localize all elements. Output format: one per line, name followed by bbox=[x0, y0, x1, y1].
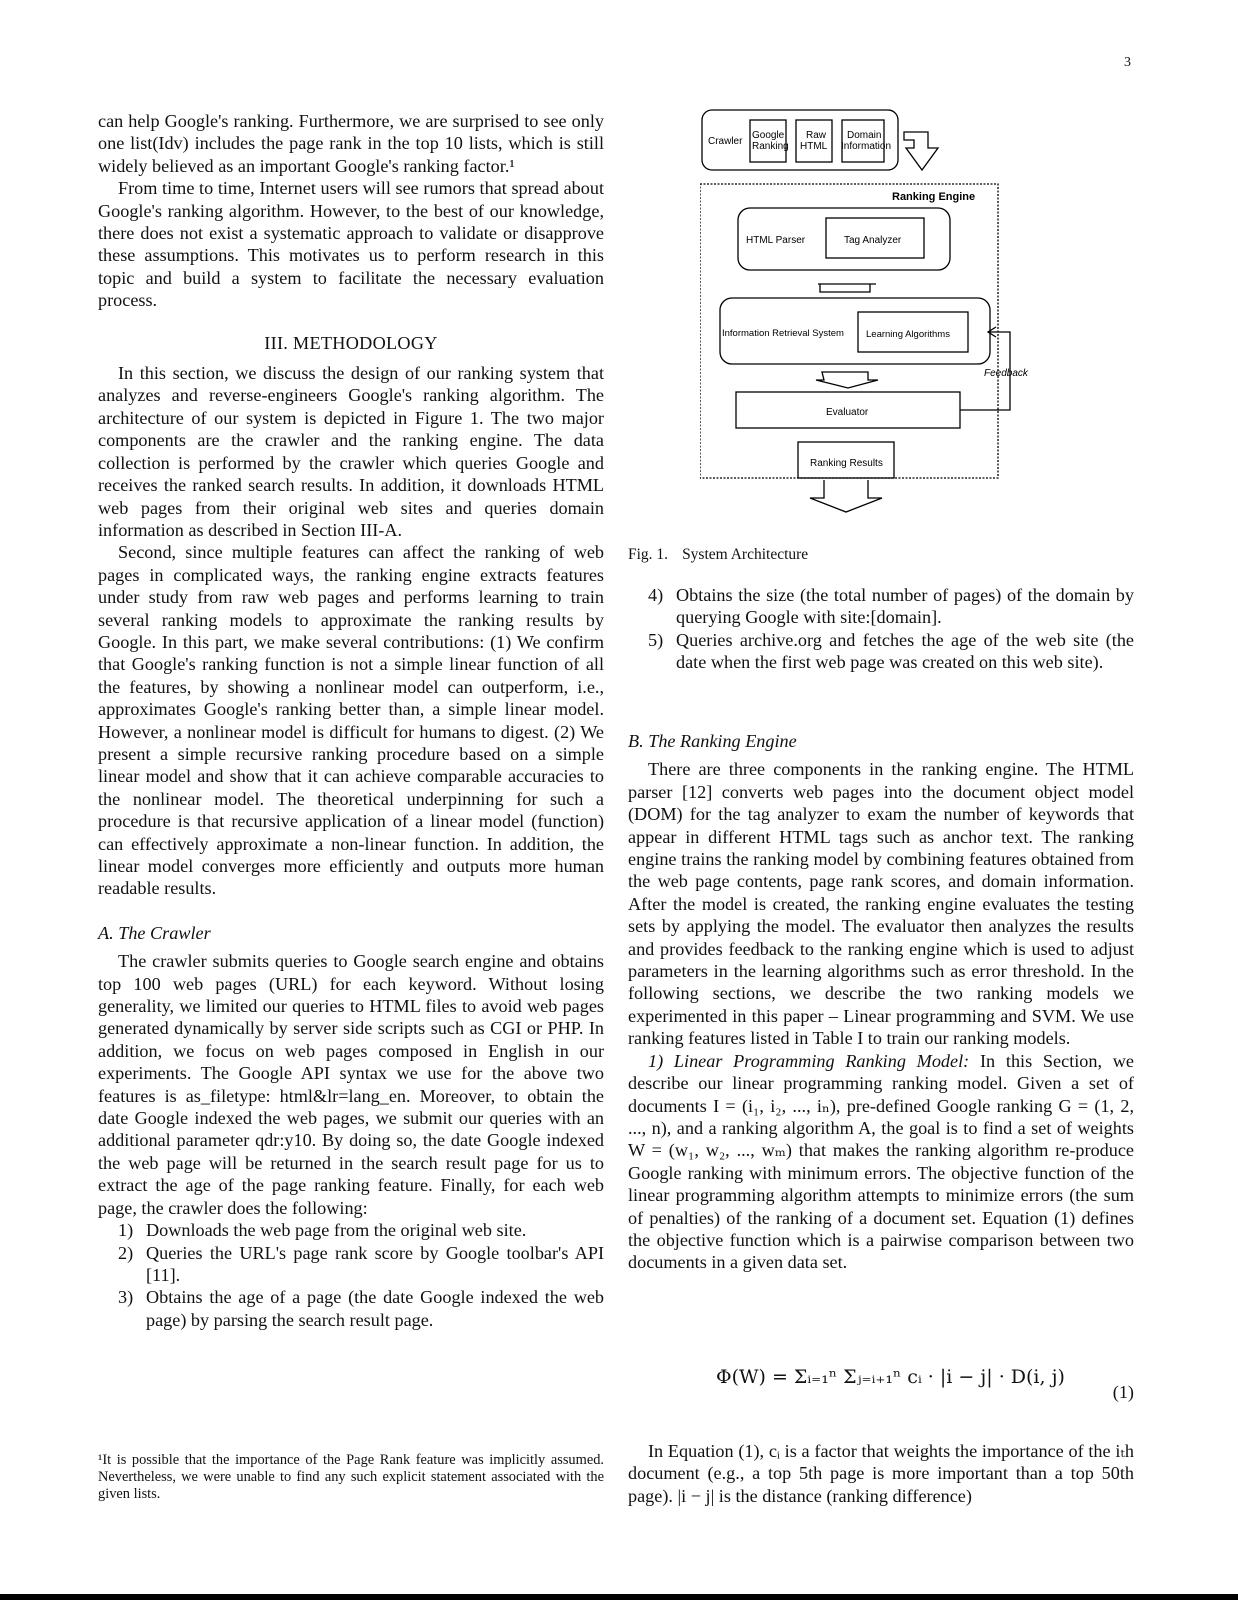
paragraph: 1) Linear Programming Ranking Model: In this Section, we describe our linear programming ranking model. Given a set of documents I = (i₁, i₂, ..., iₙ), pre-defined Google ranking G = (1, 2, ..., n), and a ranking algorithm A, the goal is to find a set of weights W = (w₁, w₂, ..., wₘ) that makes the ranking algorithm re-produce Google ranking with minimum errors. The objective function of the linear programming algorithm attempts to minimize errors (the sum of penalties) of the ranking of a document set. Equation (1) defines the objective function which is a pairwise comparison between two documents in a given data set. bbox=[628, 1050, 1134, 1273]
crawler-steps-list bbox=[98, 1219, 604, 1331]
final-output-arrow bbox=[810, 480, 882, 512]
paragraph-lead: 1) Linear Programming Ranking Model: bbox=[648, 1050, 970, 1071]
raw-html-label-1: Raw bbox=[806, 130, 827, 141]
html-parser-label: HTML Parser bbox=[746, 235, 806, 246]
raw-html-label-2: HTML bbox=[800, 141, 828, 152]
output-arrow bbox=[904, 132, 938, 170]
google-ranking-label-2: Ranking bbox=[752, 141, 789, 152]
down-arrow bbox=[816, 372, 878, 388]
subsection-heading: A. The Crawler bbox=[98, 922, 211, 943]
paragraph: Second, since multiple features can affect the ranking of web pages in complicated ways, the ranking engine extracts features under study from raw web pages and performs learning to train several ranking models to approximate the ranking results by Google. In this part, we make several contributions: (1) We confirm that Google's ranking function is not a simple linear function of all the features, by showing a nonlinear model can outperform, i.e., approximates Google's ranking better than, a simple linear model. However, a nonlinear model is difficult for humans to digest. (2) We present a simple recursive ranking procedure based on a simple linear model and show that it can achieve comparable accuracies to the nonlinear model. The theoretical underpinning for such a procedure is that recursive application of a linear model (function) can effectively approximate a non-linear function. In addition, the linear model converges more efficiently and outputs more human readable results. bbox=[98, 542, 604, 899]
system-architecture-diagram bbox=[700, 108, 1060, 528]
paragraph: The crawler submits queries to Google search engine and obtains top 100 web pages (URL) for each keyword. Without losing generality, we limited our queries to HTML files to avoid web pages generated dynamically by server side scripts such as CGI or PHP. In addition, we focus on web pages composed in English in our experiments. The Google API syntax we use for the above two features is as_filetype: html&lr=lang_en. Moreover, to obtain the date Google indexed the web pages, we submit our queries with an additional parameter qdr:y10. By doing so, the date Google indexed the web page will be returned in the search result page for us to extract the age of the page ranking feature. Finally, for each web page, the crawler does the following: bbox=[98, 951, 604, 1218]
google-ranking-label-1: Google bbox=[752, 130, 785, 141]
figure-caption bbox=[628, 546, 808, 564]
ranking-engine-label: Ranking Engine bbox=[892, 191, 976, 203]
paragraph: There are three components in the ranking engine. The HTML parser [12] converts web pages into the document object model (DOM) for the tag analyzer to exam the number of keywords that appear in different HTML tags such as anchor text. The ranking engine trains the ranking model by combining features obtained from the web page contents, page rank scores, and domain information. After the model is created, the ranking engine evaluates the testing sets by applying the model. The evaluator then analyzes the results and provides feedback to the ranking engine which is used to adjust parameters in the learning algorithms such as error threshold. In the following sections, we describe the two ranking models we experimented in this paper – Linear programming and SVM. We use ranking features listed in Table I to train our ranking models. bbox=[628, 759, 1134, 1049]
list-item: 1) Downloads the web page from the original web site. bbox=[118, 1220, 527, 1241]
paragraph: In Equation (1), cᵢ is a factor that weights the importance of the iₜh document (e.g., a top 5th page is more important than a top 50th page). |i − j| is the distance (ranking difference) bbox=[628, 1441, 1134, 1506]
tag-analyzer-label: Tag Analyzer bbox=[844, 235, 902, 246]
list-item: 5) Queries archive.org and fetches the age of the web site (the date when the first web page was created on this web site). bbox=[648, 629, 1134, 673]
domain-info-label-1: Domain bbox=[847, 130, 882, 141]
figure-label: Fig. 1. bbox=[628, 546, 669, 563]
equation-1 bbox=[628, 1366, 1134, 1426]
right-column-list bbox=[628, 584, 1134, 674]
ir-system-label: Information Retrieval System bbox=[722, 328, 844, 339]
feedback-label: Feedback bbox=[984, 368, 1028, 379]
domain-info-label-2: Information bbox=[841, 141, 892, 152]
learning-algorithms-label: Learning Algorithms bbox=[866, 329, 950, 340]
crawler-label: Crawler bbox=[708, 136, 743, 147]
footnote: ¹It is possible that the importance of the Page Rank feature was implicitly assumed. Nevertheless, we were unable to find any such explicit statement associated with the given lists. bbox=[98, 1452, 604, 1502]
evaluator-label: Evaluator bbox=[826, 407, 869, 418]
left-column bbox=[98, 110, 604, 1331]
paragraph: In this section, we discuss the design of our ranking system that analyzes and reverse-engineers Google's ranking algorithm. The architecture of our system is depicted in Figure 1. The two major components are the crawler and the ranking engine. The data collection is performed by the crawler which queries Google and receives the ranked search results. In addition, it downloads HTML web pages from their original web sites and queries domain information as described in Section III-A. bbox=[98, 363, 604, 540]
figure-title: System Architecture bbox=[682, 546, 809, 563]
list-item: 3) Obtains the age of a page (the date Google indexed the web page) by parsing the search result page. bbox=[118, 1287, 604, 1330]
page-bottom-border bbox=[0, 1594, 1238, 1600]
right-column bbox=[628, 730, 1134, 1274]
page-number: 3 bbox=[1124, 55, 1131, 70]
list-item: 2) Queries the URL's page rank score by Google toolbar's API [11]. bbox=[118, 1242, 604, 1285]
crawler-steps-list-continued bbox=[628, 584, 1134, 674]
ranking-results-label: Ranking Results bbox=[810, 458, 883, 469]
paragraph: From time to time, Internet users will see rumors that spread about Google's ranking algorithm. However, to the best of our knowledge, there does not exist a systematic approach to validate or disapprove these assumptions. This motivates us to perform research in this topic and build a system to facilitate the necessary evaluation process. bbox=[98, 178, 604, 311]
subsection-heading: B. The Ranking Engine bbox=[628, 731, 797, 751]
equation-number: (1) bbox=[1112, 1382, 1134, 1402]
section-heading: III. METHODOLOGY bbox=[264, 332, 438, 353]
equation-formula: Φ(W) = Σᵢ₌₁ⁿ Σⱼ₌ᵢ₊₁ⁿ cᵢ · |i − j| · D(i, j) bbox=[716, 1366, 1065, 1388]
down-arrow bbox=[818, 284, 876, 292]
list-item: 4) Obtains the size (the total number of pages) of the domain by querying Google with site:[domain]. bbox=[648, 585, 1134, 628]
right-column-bottom bbox=[628, 1440, 1134, 1507]
paragraph: can help Google's ranking. Furthermore, we are surprised to see only one list(Idv) includes the page rank in the top 10 lists, which is still widely believed as an important Google's ranking factor.¹ bbox=[98, 111, 604, 176]
